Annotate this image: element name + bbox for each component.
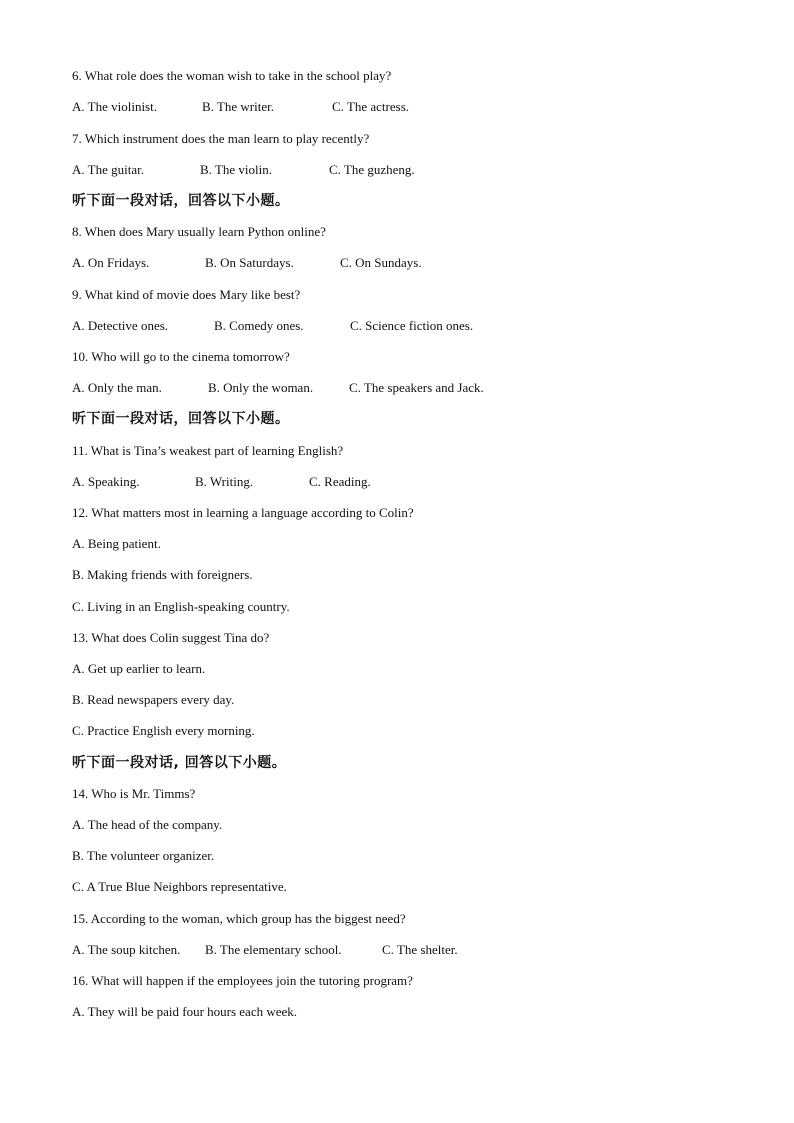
option-a: A. The guitar.: [72, 162, 144, 177]
option-c: C. A True Blue Neighbors representative.: [72, 879, 287, 894]
option-c: C. Science fiction ones.: [350, 318, 474, 333]
option-c: C. Living in an English-speaking country.: [72, 599, 290, 614]
section-heading: 听下面一段对话，回答以下小题。: [72, 193, 290, 209]
section-heading: 听下面一段对话，回答以下小题。: [72, 411, 290, 427]
option-b: B. Comedy ones.: [214, 318, 304, 333]
option-b: B. Making friends with foreigners.: [72, 567, 253, 582]
question-14-stem: 14. Who is Mr. Timms?: [72, 786, 196, 801]
option-c: C. Practice English every morning.: [72, 723, 255, 738]
option-c: C. The actress.: [332, 99, 410, 114]
option-a: A. Only the man.: [72, 380, 162, 395]
option-a: A. The violinist.: [72, 99, 157, 114]
option-b: B. The violin.: [200, 162, 272, 177]
question-9-stem: 9. What kind of movie does Mary like best?: [72, 287, 301, 302]
option-a: A. On Fridays.: [72, 255, 150, 270]
option-c: C. The guzheng.: [329, 162, 415, 177]
option-c: C. The speakers and Jack.: [349, 380, 484, 395]
option-a: A. They will be paid four hours each week.: [72, 1004, 298, 1019]
option-b: B. The writer.: [202, 99, 274, 114]
option-a: A. Get up earlier to learn.: [72, 661, 206, 676]
option-c: C. Reading.: [309, 474, 371, 489]
question-15-stem: 15. According to the woman, which group has the biggest need?: [72, 911, 406, 926]
option-a: A. Detective ones.: [72, 318, 169, 333]
option-b: B. Only the woman.: [208, 380, 314, 395]
option-b: B. On Saturdays.: [205, 255, 294, 270]
question-12-stem: 12. What matters most in learning a language according to Colin?: [72, 505, 414, 520]
option-b: B. The volunteer organizer.: [72, 848, 215, 863]
option-b: B. The elementary school.: [205, 942, 342, 957]
option-b: B. Writing.: [195, 474, 254, 489]
option-a: A. The head of the company.: [72, 817, 223, 832]
option-c: C. On Sundays.: [340, 255, 422, 270]
question-11-stem: 11. What is Tina’s weakest part of learning English?: [72, 443, 344, 458]
section-heading: 听下面一段对话, 回答以下小题。: [72, 755, 287, 771]
option-a: A. Speaking.: [72, 474, 140, 489]
question-16-stem: 16. What will happen if the employees join the tutoring program?: [72, 973, 413, 988]
option-a: A. The soup kitchen.: [72, 942, 181, 957]
option-a: A. Being patient.: [72, 536, 161, 551]
question-13-stem: 13. What does Colin suggest Tina do?: [72, 630, 270, 645]
question-8-stem: 8. When does Mary usually learn Python online?: [72, 224, 326, 239]
option-b: B. Read newspapers every day.: [72, 692, 235, 707]
question-10-stem: 10. Who will go to the cinema tomorrow?: [72, 349, 290, 364]
option-c: C. The shelter.: [382, 942, 458, 957]
question-7-stem: 7. Which instrument does the man learn to play recently?: [72, 131, 370, 146]
question-6-stem: 6. What role does the woman wish to take in the school play?: [72, 68, 392, 83]
